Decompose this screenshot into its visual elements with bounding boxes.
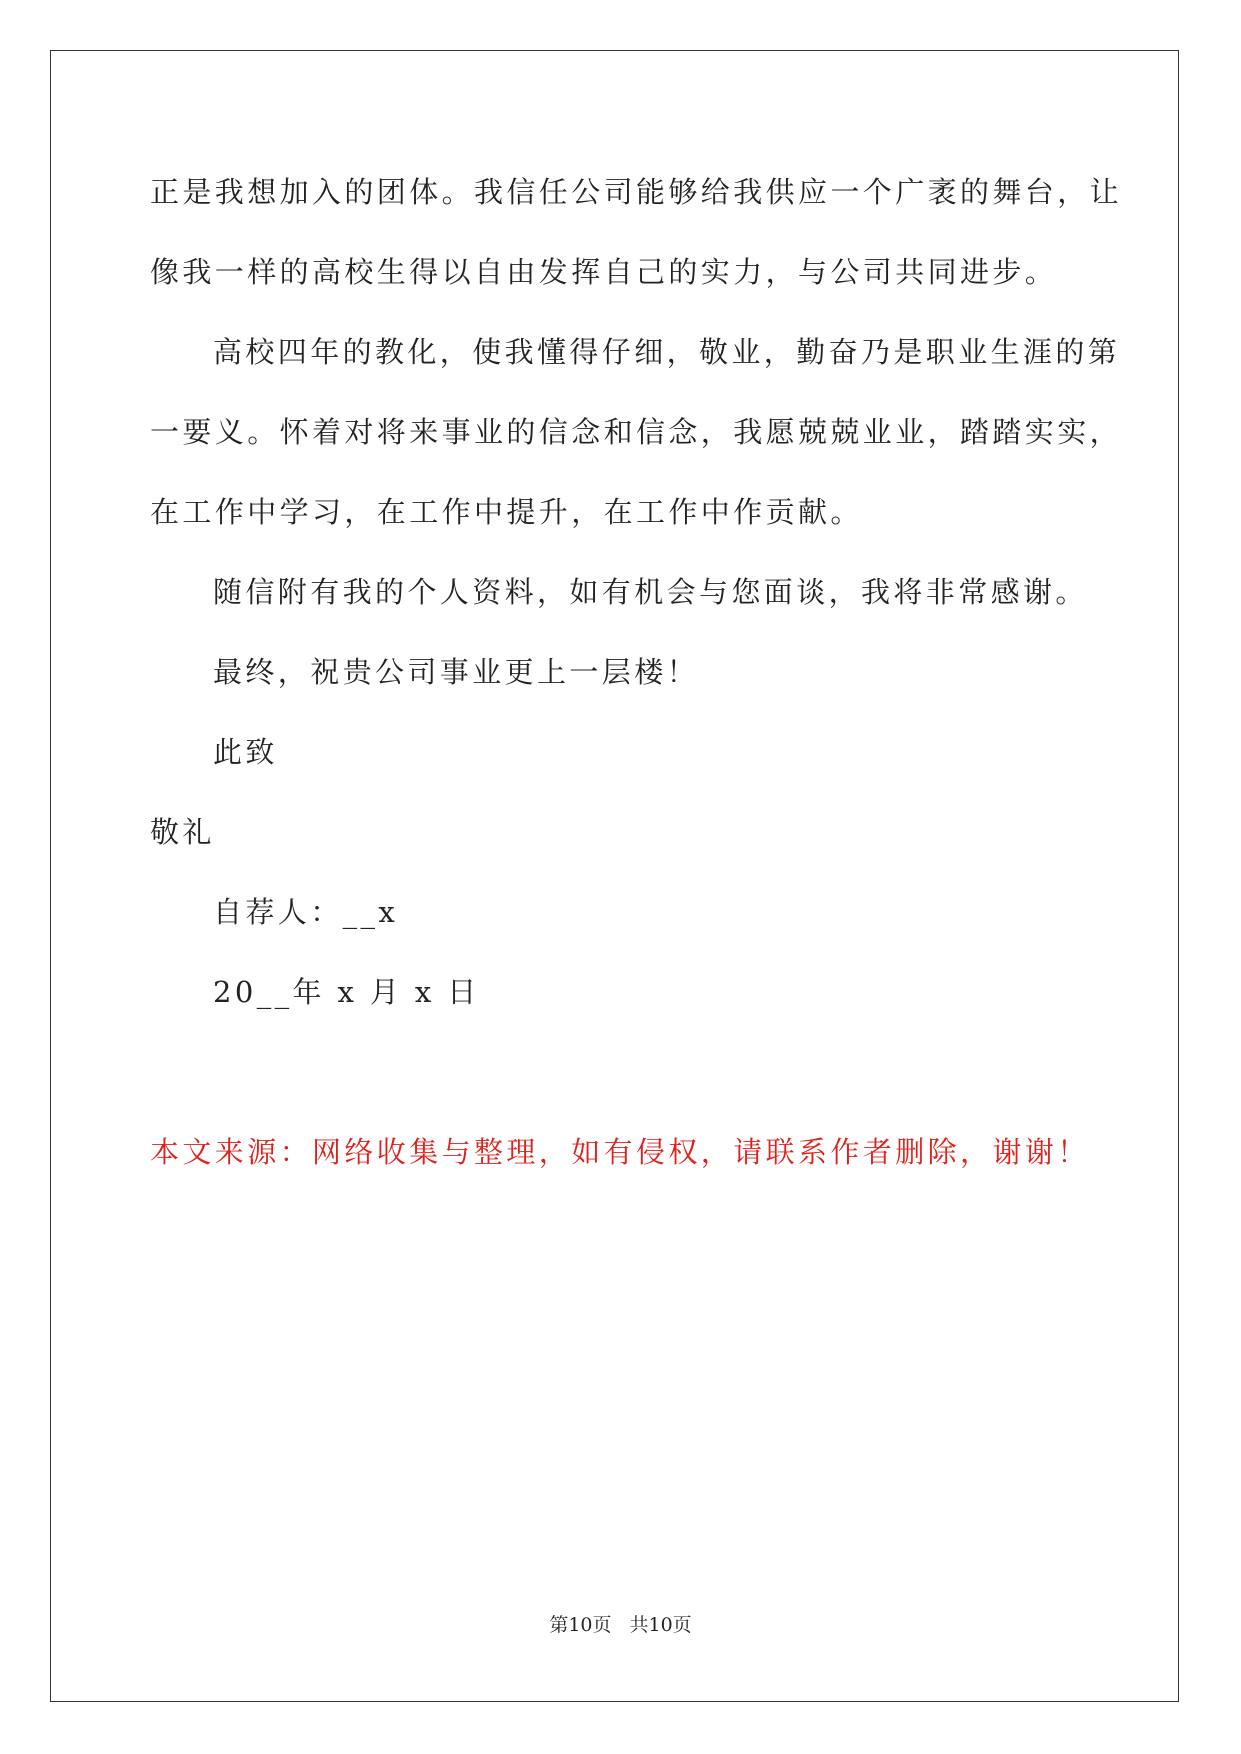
date: 20__年 x 月 x 日 — [213, 975, 480, 1009]
body-text-line: 一要义。怀着对将来事业的信念和信念，我愿兢兢业业，踏踏实实， — [150, 415, 1123, 449]
body-text-line: 高校四年的教化，使我懂得仔细，敬业，勤奋乃是职业生涯的第 — [213, 335, 1121, 369]
source-note: 本文来源：网络收集与整理，如有侵权，请联系作者删除，谢谢！ — [150, 1135, 1090, 1169]
salutation-line-2: 敬礼 — [150, 815, 215, 849]
page-number-current: 第10页 — [549, 1614, 612, 1636]
page-border — [50, 50, 1179, 1702]
page-number-total: 共10页 — [629, 1614, 692, 1636]
body-text-line: 正是我想加入的团体。我信任公司能够给我供应一个广袤的舞台，让 — [150, 175, 1123, 209]
salutation-line-1: 此致 — [213, 735, 278, 769]
page-footer — [0, 1612, 1241, 1638]
signer: 自荐人：__x — [213, 895, 399, 929]
body-text-line: 在工作中学习，在工作中提升，在工作中作贡献。 — [150, 495, 863, 529]
closing-wish: 最终，祝贵公司事业更上一层楼！ — [213, 655, 700, 689]
body-text-line: 像我一样的高校生得以自由发挥自己的实力，与公司共同进步。 — [150, 255, 1058, 289]
body-text-line: 随信附有我的个人资料，如有机会与您面谈，我将非常感谢。 — [213, 575, 1088, 609]
